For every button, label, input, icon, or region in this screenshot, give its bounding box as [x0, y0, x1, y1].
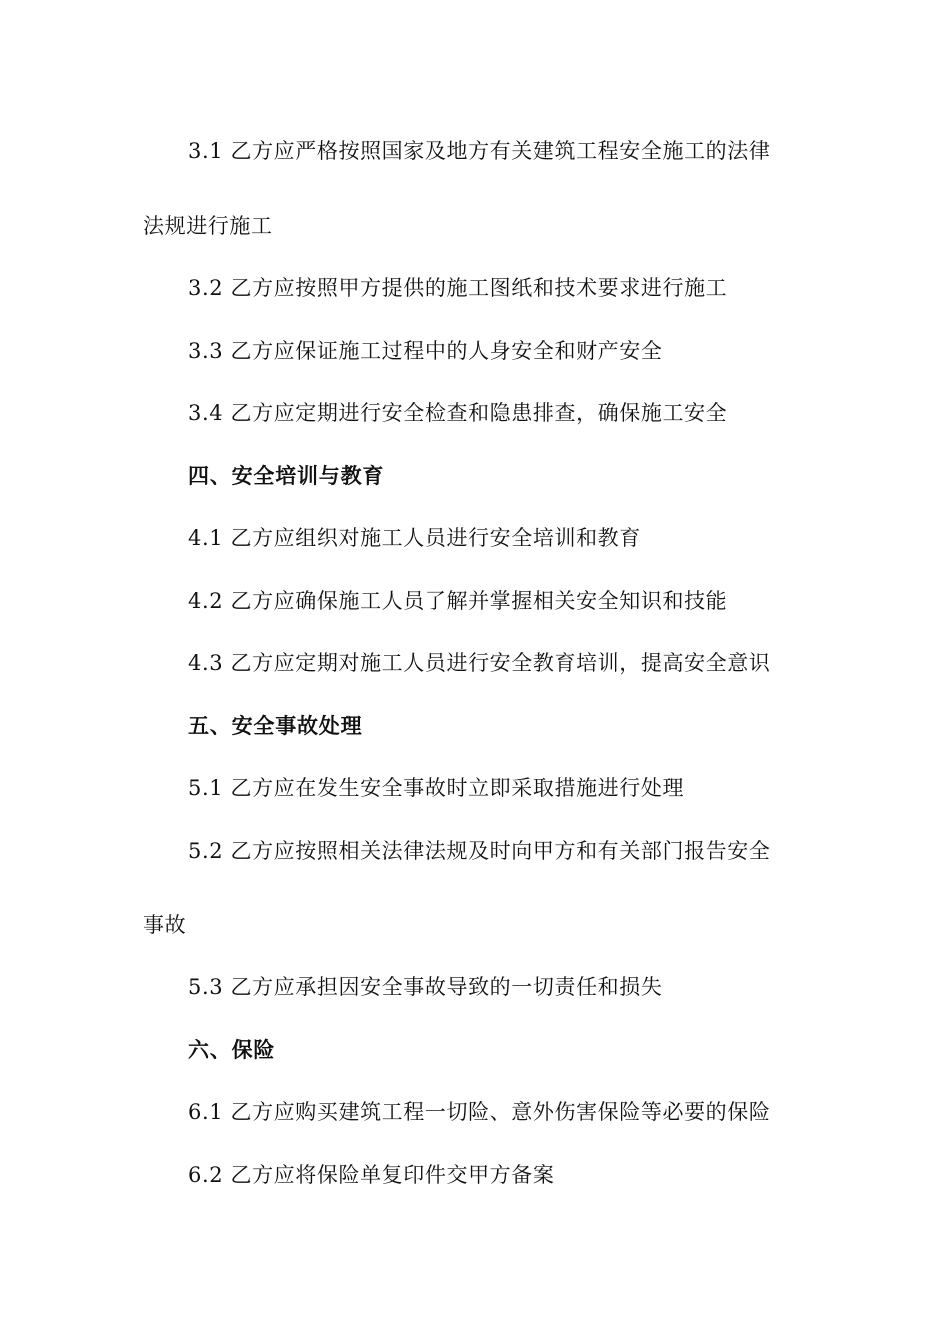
clause-4-1: 4.1 乙方应组织对施工人员进行安全培训和教育: [188, 526, 641, 550]
section-heading-5: 五、安全事故处理: [188, 714, 363, 738]
clause-5-1: 5.1 乙方应在发生安全事故时立即采取措施进行处理: [188, 776, 685, 800]
clause-3-1-continuation: 法规进行施工: [143, 214, 273, 238]
clause-3-3: 3.3 乙方应保证施工过程中的人身安全和财产安全: [188, 339, 663, 363]
clause-4-3: 4.3 乙方应定期对施工人员进行安全教育培训，提高安全意识: [188, 651, 771, 675]
clause-5-2-continuation: 事故: [143, 913, 187, 937]
clause-3-2: 3.2 乙方应按照甲方提供的施工图纸和技术要求进行施工: [188, 276, 728, 300]
clause-6-1: 6.1 乙方应购买建筑工程一切险、意外伤害保险等必要的保险: [188, 1100, 771, 1124]
clause-5-2: 5.2 乙方应按照相关法律法规及时向甲方和有关部门报告安全: [188, 839, 771, 863]
clause-5-3: 5.3 乙方应承担因安全事故导致的一切责任和损失: [188, 975, 663, 999]
section-heading-6: 六、保险: [188, 1038, 276, 1062]
clause-3-1: 3.1 乙方应严格按照国家及地方有关建筑工程安全施工的法律: [188, 139, 771, 163]
clause-4-2: 4.2 乙方应确保施工人员了解并掌握相关安全知识和技能: [188, 589, 728, 613]
section-heading-4: 四、安全培训与教育: [188, 464, 385, 488]
clause-6-2: 6.2 乙方应将保险单复印件交甲方备案: [188, 1163, 555, 1187]
clause-3-4: 3.4 乙方应定期进行安全检查和隐患排查，确保施工安全: [188, 401, 728, 425]
